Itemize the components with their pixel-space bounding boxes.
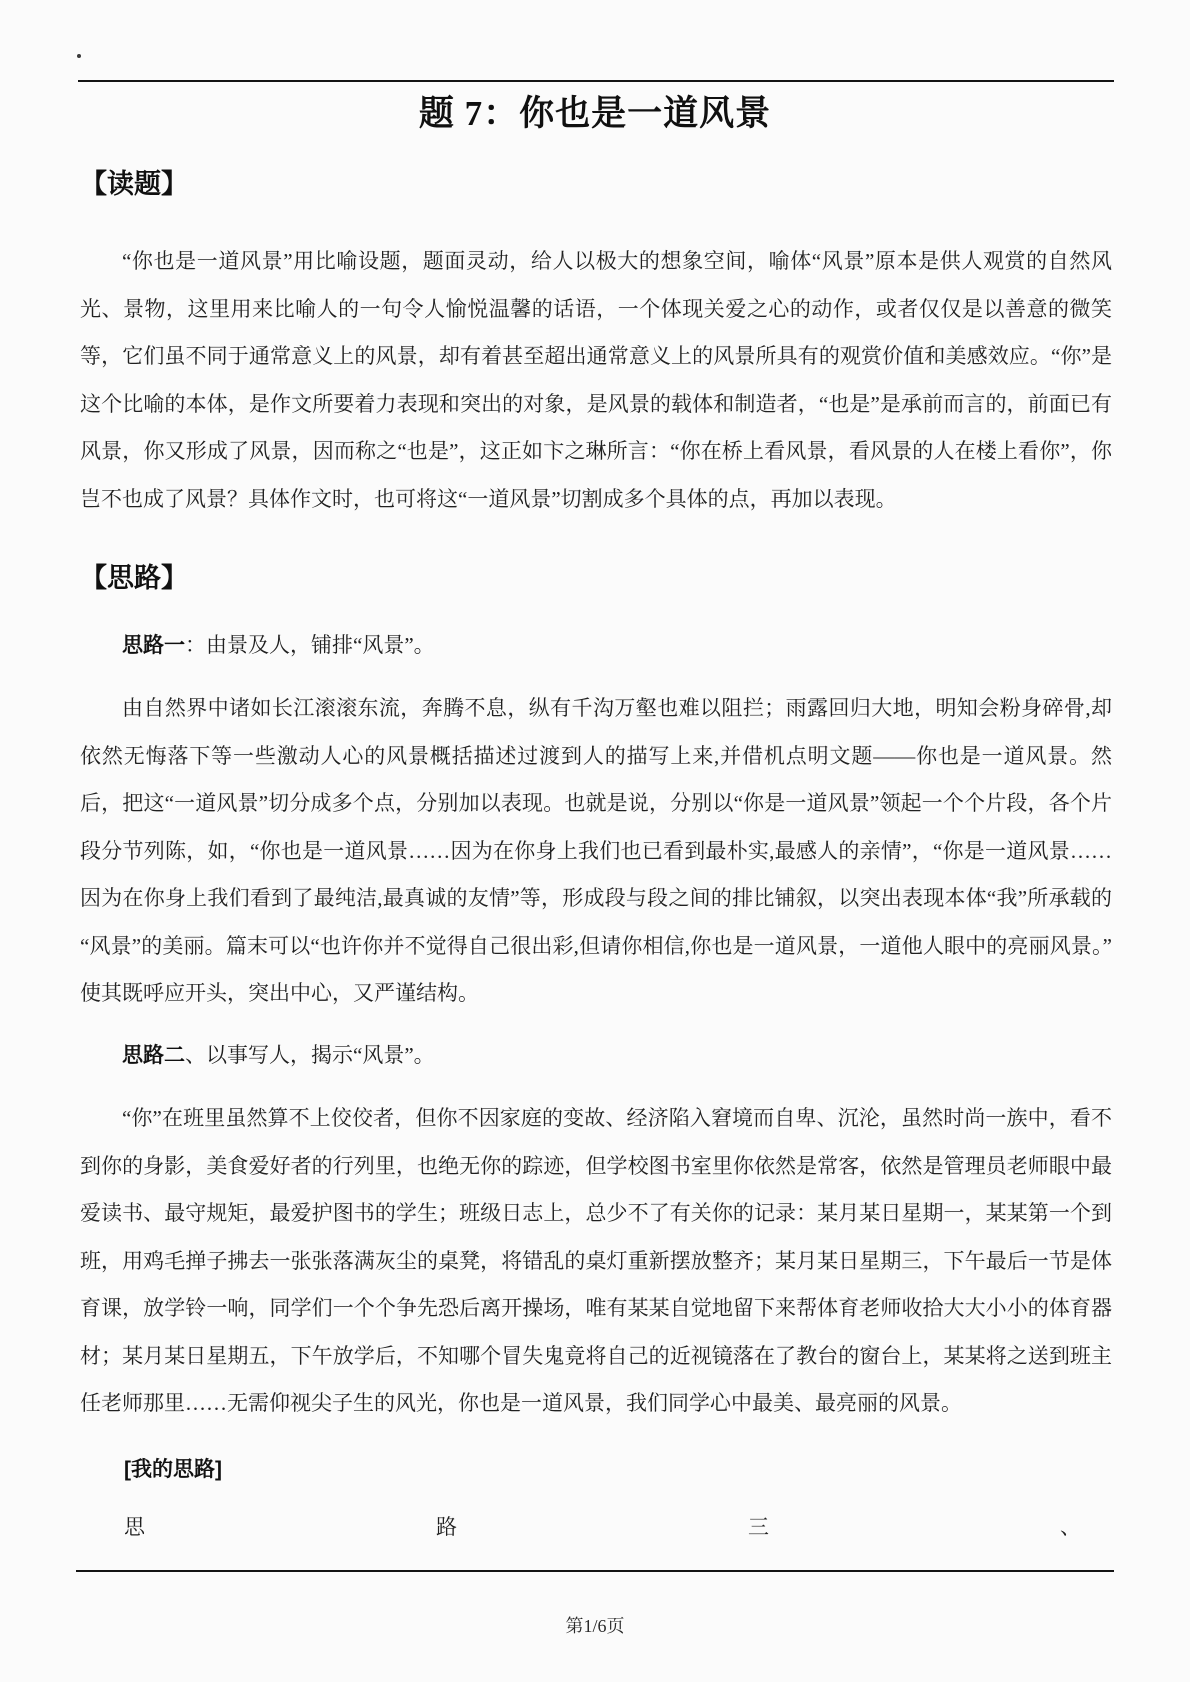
section-heading-ideas: 【思路】 bbox=[80, 563, 188, 593]
header-rule bbox=[78, 80, 1114, 82]
idea-three-char: 、 bbox=[1060, 1516, 1081, 1539]
my-idea-label: [我的思路] bbox=[124, 1458, 222, 1481]
idea-one-paragraph: 由自然界中诸如长江滚滚东流，奔腾不息，纵有千沟万壑也难以阻拦；雨露回归大地，明知会粉身碎骨,却依然无悔落下等一些激动人心的风景概括描述过渡到人的描写上来,并借机点明文题——你也是一道风景。然后，把这“一道风景”切分成多个点，分别加以表现。也就是说，分别以“你是一道风景”领起一个个片段，各个片段分节列陈，如，“你也是一道风景……因为在你身上我们也已看到最朴实,最感人的亲情”，“你是一道风景……因为在你身上我们看到了最纯洁,最真诚的友情”等，形成段与段之间的排比铺叙，以突出表现本体“我”所承载的“风景”的美丽。篇末可以“也许你并不觉得自己很出彩,但请你相信,你也是一道风景，一道他人眼中的亮丽风景。”使其既呼应开头，突出中心，又严谨结构。 bbox=[80, 696, 1112, 1005]
read-topic-paragraph: “你也是一道风景”用比喻设题，题面灵动，给人以极大的想象空间，喻体“风景”原本是供人观赏的自然风光、景物，这里用来比喻人的一句令人愉悦温馨的话语，一个体现关爱之心的动作，或者仅仅是以善意的微笑等，它们虽不同于通常意义上的风景，却有着甚至超出通常意义上的风景所具有的观赏价值和美感效应。“你”是这个比喻的本体，是作文所要着力表现和突出的对象，是风景的载体和制造者，“也是”是承前而言的，前面已有风景，你又形成了风景，因而称之“也是”，这正如卞之琳所言：“你在桥上看风景，看风景的人在楼上看你”，你岂不也成了风景？具体作文时，也可将这“一道风景”切割成多个具体的点，再加以表现。 bbox=[80, 249, 1112, 511]
idea-three-char: 三 bbox=[748, 1516, 769, 1539]
idea-one-summary: ：由景及人，铺排“风景”。 bbox=[185, 633, 435, 657]
idea-one-line bbox=[80, 631, 1112, 660]
idea-three-line bbox=[124, 1514, 1081, 1542]
idea-three-char: 思 bbox=[124, 1516, 145, 1539]
idea-two-label: 思路二 bbox=[122, 1044, 185, 1067]
idea-two-line bbox=[80, 1041, 1112, 1070]
page-title: 题 7：你也是一道风景 bbox=[418, 94, 772, 133]
idea-one-label: 思路一 bbox=[122, 634, 185, 657]
idea-three-char: 路 bbox=[436, 1516, 457, 1539]
idea-two-summary: 、以事写人，揭示“风景”。 bbox=[185, 1043, 435, 1067]
footer-rule bbox=[76, 1570, 1114, 1572]
page-number: 第1/6页 bbox=[565, 1616, 625, 1636]
idea-two-paragraph: “你”在班里虽然算不上佼佼者，但你不因家庭的变故、经济陷入窘境而自卑、沉沦，虽然时尚一族中，看不到你的身影，美食爱好者的行列里，也绝无你的踪迹，但学校图书室里你依然是常客，依然是管理员老师眼中最爱读书、最守规矩，最爱护图书的学生；班级日志上，总少不了有关你的记录：某月某日星期一，某某第一个到班，用鸡毛掸子拂去一张张落满灰尘的桌凳，将错乱的桌灯重新摆放整齐；某月某日星期三，下午最后一节是体育课，放学铃一响，同学们一个个争先恐后离开操场，唯有某某自觉地留下来帮体育老师收拾大大小小的体育器材；某月某日星期五，下午放学后，不知哪个冒失鬼竟将自己的近视镜落在了教台的窗台上，某某将之送到班主任老师那里……无需仰视尖子生的风光，你也是一道风景，我们同学心中最美、最亮丽的风景。 bbox=[80, 1106, 1112, 1415]
section-heading-read-topic: 【读题】 bbox=[80, 169, 188, 199]
corner-dot bbox=[77, 54, 81, 58]
